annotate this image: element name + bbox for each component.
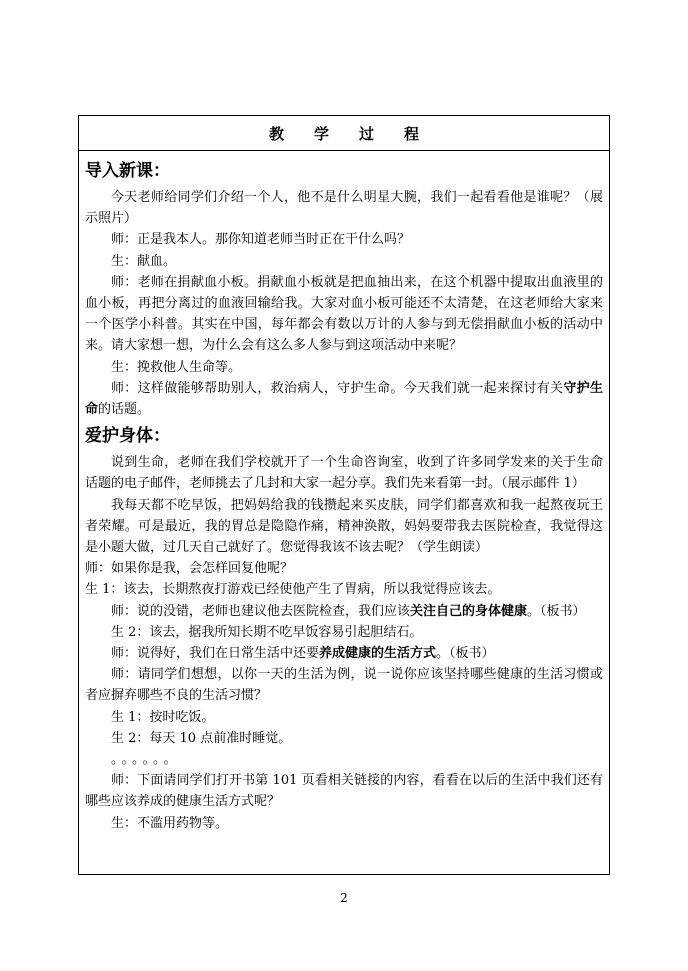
page-number: 2 [340, 891, 348, 905]
text-run: 师：说的没错，老师也建议他去医院检查，我们应该 [111, 603, 411, 619]
paragraph: 生：挽救他人生命等。 [111, 359, 242, 375]
table-header: 教学过程 [79, 116, 609, 151]
paragraph: 师：正是我本人。那你知道老师当时正在干什么吗？ [111, 232, 411, 248]
paragraph: 师：如果你是我，会怎样回复他呢？ [85, 561, 294, 577]
paragraph [85, 378, 603, 420]
text-run: 师：这样做能够帮助别人，救治病人，守护生命。今天我们就一起来探讨有关 [111, 380, 564, 396]
bold-text: 关注自己的身体健康 [410, 603, 528, 619]
text-run: 的话题。 [98, 402, 151, 418]
paragraph: 生：不滥用药物等。 [111, 815, 229, 831]
bold-text: 守护生命 [85, 380, 603, 418]
paragraph [85, 601, 603, 622]
paragraph: 师：请同学们想想，以你一天的生活为例，说一说你应该坚持哪些健康的生活习惯或者应摒弃哪些不良的生活习惯？ [85, 667, 603, 704]
paragraph: 师：老师在捐献血小板。捐献血小板就是把血抽出来，在这个机器中提取出血液里的血小板，再把分离过的血液回输给我。大家对血小板可能还不太清楚，在这老师给大家来一个医学小科普。其实在中国，每年都会有数以万计的人参与到无偿捐献血小板的活动中来。请大家想一想，为什么会有这么多人参与到这项活动中来呢？ [85, 274, 603, 354]
paragraph: 我每天都不吃早饭，把妈妈给我的钱攒起来买皮肤，同学们都喜欢和我一起熬夜玩王者荣耀。可是最近，我的胃总是隐隐作痛，精神涣散，妈妈要带我去医院检查，我觉得这是小题大做，过几天自己就好了。您觉得我该不该去呢？（学生朗读） [85, 497, 603, 556]
lesson-table [78, 115, 610, 875]
text-run: 。（板书） [527, 603, 586, 619]
section-title-body-care: 爱护身体： [85, 426, 170, 447]
bold-text: 养成健康的生活方式 [319, 646, 437, 662]
text-run: 师：说得好，我们在日常生活中还要 [111, 646, 320, 662]
paragraph: 生 2：每天 10 点前准时睡觉。 [111, 730, 292, 746]
paragraph: 说到生命，老师在我们学校就开了一个生命咨询室，收到了许多同学发来的关于生命话题的电子邮件，老师挑去了几封和大家一起分享。我们先来看第一封。（展示邮件 1） [85, 455, 603, 492]
paragraph: 生 2：该去，据我所知长期不吃早饭容易引起胆结石。 [111, 624, 423, 640]
section-title-intro: 导入新课： [85, 161, 170, 181]
paragraph: 生 1：按时吃饭。 [111, 709, 215, 725]
paragraph: 生：献血。 [111, 253, 177, 269]
table-content [79, 151, 609, 834]
text-run: 。（板书） [436, 646, 495, 662]
paragraph: 生 1：该去，长期熬夜打游戏已经使他产生了胃病，所以我觉得应该去。 [85, 582, 501, 598]
paragraph [85, 643, 603, 664]
paragraph: 师：下面请同学们打开书第 101 页看相关链接的内容，看看在以后的生活中我们还有哪些应该养成的健康生活方式呢？ [85, 773, 603, 810]
paragraph: 今天老师给同学们介绍一个人，他不是什么明星大腕，我们一起看看他是谁呢？（展示照片） [85, 190, 603, 227]
ellipsis-line: 。。。。。。 [111, 752, 181, 768]
